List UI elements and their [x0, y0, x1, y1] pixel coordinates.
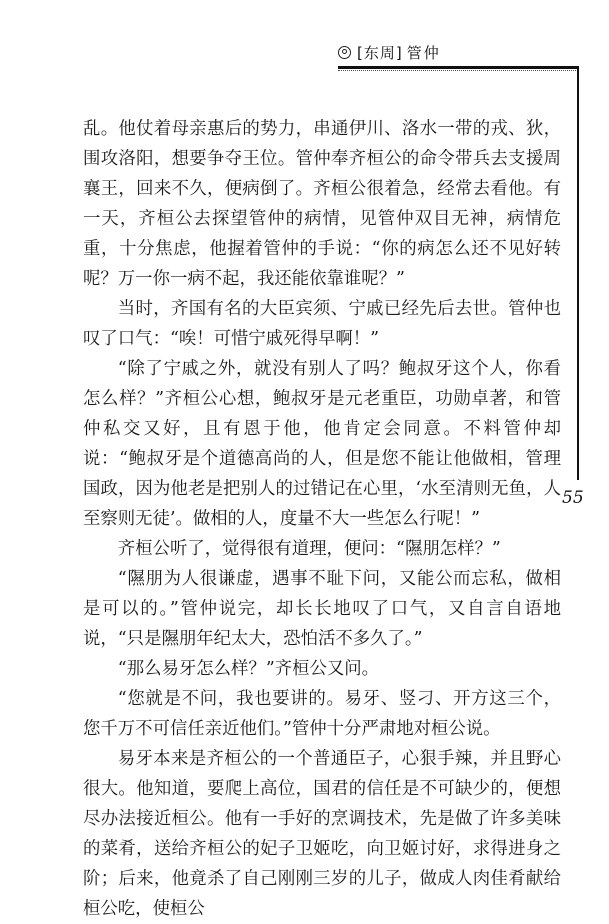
- chapter-title: 管仲: [406, 43, 441, 62]
- paragraph-2: 当时，齐国有名的大臣宾须、宁戚已经先后去世。管仲也叹了口气：“唉！可惜宁戚死得早啊！”: [83, 299, 561, 349]
- page-number: 55: [562, 488, 584, 508]
- paragraph-3: “除了宁戚之外，就没有别人了吗？鲍叔牙这个人，你看怎么样？”齐桓公心想，鲍叔牙是元老重臣，功勋卓著，和管仲私交又好，且有恩于他，他肯定会同意。不料管仲却说：“鲍叔牙是个道德高尚的人，但是您不能让他做相，管理国政，因为他老是把别人的过错记在心里，‘水至清则无鱼，人至察则无徒’。做相的人，度量不大一些怎么行呢！”: [83, 359, 561, 529]
- header-rule: [338, 66, 578, 69]
- paragraph-7: “您就是不问，我也要讲的。易牙、竖刁、开方这三个，您千万不可信任亲近他们。”管仲十分严肃地对桓公说。: [83, 689, 561, 739]
- paragraph-6: “那么易牙怎么样？”齐桓公又问。: [117, 659, 380, 679]
- dynasty-label: [东周]: [357, 43, 403, 62]
- paragraph-1: 乱。他仗着母亲惠后的势力，串通伊川、洛水一带的戎、狄，围攻洛阳，想要争夺王位。管仲奉齐桓公的命令带兵去支援周襄王，回来不久，便病倒了。齐桓公很着急，经常去看他。有一天，齐桓公去探望管仲的病情，见管仲双目无神，病情危重，十分焦虑，他握着管仲的手说：“你的病怎么还不见好转呢？万一你一病不起，我还能依靠谁呢？”: [83, 119, 561, 289]
- paragraph-5: “隰朋为人很谦虚，遇事不耻下问，又能公而忘私，做相是可以的。”管仲说完，却长长地叹了口气，又自言自语地说，“只是隰朋年纪太大，恐怕活不多久了。”: [83, 569, 561, 649]
- double-circle-icon: [338, 46, 351, 59]
- paragraph-8: 易牙本来是齐桓公的一个普通臣子，心狠手辣，并且野心很大。他知道，要爬上高位，国君的信任是不可缺少的，便想尽办法接近桓公。他有一手好的烹调技术，先是做了许多美味的菜肴，送给齐桓公的妃子卫姬吃，向卫姬讨好，求得进身之阶；后来，他竟杀了自己刚刚三岁的儿子，做成人肉佳肴献给桓公吃，使桓公: [83, 749, 561, 919]
- header-dotted-rule: [338, 70, 578, 71]
- running-header: [338, 40, 568, 64]
- body-text: [83, 114, 561, 924]
- margin-vertical-rule: [577, 66, 579, 480]
- paragraph-4: 齐桓公听了，觉得很有道理，便问：“隰朋怎样？”: [117, 539, 501, 559]
